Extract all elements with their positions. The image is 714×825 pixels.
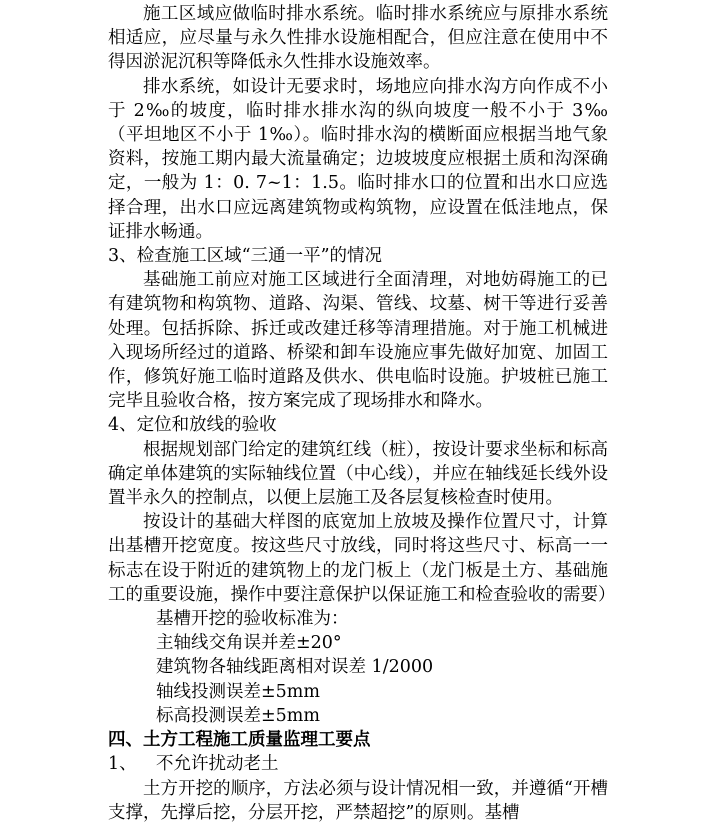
paragraph-drainage-system: 排水系统，如设计无要求时，场地应向排水沟方向作成不小于 2‰的坡度，临时排水排水沟的纵向坡度一般不小于 3‰（平坦地区不小于 1‰）。临时排水沟的横断面应根据当地气象资料，按施工期内最大流量确定；边坡坡度应根据土质和沟深确定，一般为 1：0. 7~1：1.5。临时排水口的位置和出水口应选择合理，出水口应远离建筑物或构筑物，应设置在低洼地点，保证排水畅通。 [108, 76, 608, 242]
paragraph-axis-positioning: 根据规划部门给定的建筑红线（桩），按设计要求坐标和标高确定单体建筑的实际轴线位置（中心线），并应在轴线延长线外设置半永久的控制点，以便上层施工及各层复核检查时使用。 [108, 439, 608, 509]
criteria-item-axis-projection: 轴线投测误差±5mm [156, 681, 320, 702]
numbered-item-number: 1、 [108, 754, 137, 775]
criteria-item-axis-angle: 主轴线交角误并差±20° [156, 633, 342, 654]
paragraph-excavation-order: 土方开挖的顺序，方法必须与设计情况相一致，并遵循“开槽支撑，先撑后挖，分层开挖，严禁超挖”的原则。基槽 [108, 778, 608, 823]
numbered-item-text: 不允许扰动老土 [156, 754, 279, 775]
paragraph-site-clearing: 基础施工前应对施工区域进行全面清理，对地妨碍施工的已有建筑物和构筑物、道路、沟渠、管线、坟墓、树干等进行妥善处理。包括拆除、拆迁或改建迁移等清理措施。对于施工机械进入现场所经过的道路、桥梁和卸车设施应事先做好加宽、加固工作，修筑好施工临时道路及供水、供电临时设施。护坡桩已施工完毕且验收合格，按方案完成了现场排水和降水。 [108, 270, 608, 412]
paragraph-trench-width: 按设计的基础大样图的底宽加上放坡及操作位置尺寸，计算出基槽开挖宽度。按这些尺寸放线，同时将这些尺寸、标高一一标志在设于附近的建筑物上的龙门板上（龙门板是土方、基础施工的重要设施，操作中要注意保护以保证施工和检查验收的需要） [108, 512, 616, 605]
section-heading-3: 3、检查施工区域“三通一平”的情况 [108, 246, 383, 267]
document-body [108, 2, 616, 825]
section-heading-4: 4、定位和放线的验收 [108, 415, 277, 436]
acceptance-criteria-title: 基槽开挖的验收标准为： [156, 609, 349, 630]
criteria-item-elevation-projection: 标高投测误差±5mm [156, 705, 320, 726]
criteria-item-axis-distance: 建筑物各轴线距离相对误差 1/2000 [156, 657, 434, 678]
numbered-item-1 [108, 752, 608, 776]
chapter-heading-earthwork: 四、土方工程施工质量监理工要点 [108, 730, 371, 751]
paragraph-temporary-drainage: 施工区域应做临时排水系统。临时排水系统应与原排水系统相适应，应尽量与永久性排水设施相配合，但应注意在使用中不得因淤泥沉积等降低永久性排水设施效率。 [108, 4, 608, 73]
